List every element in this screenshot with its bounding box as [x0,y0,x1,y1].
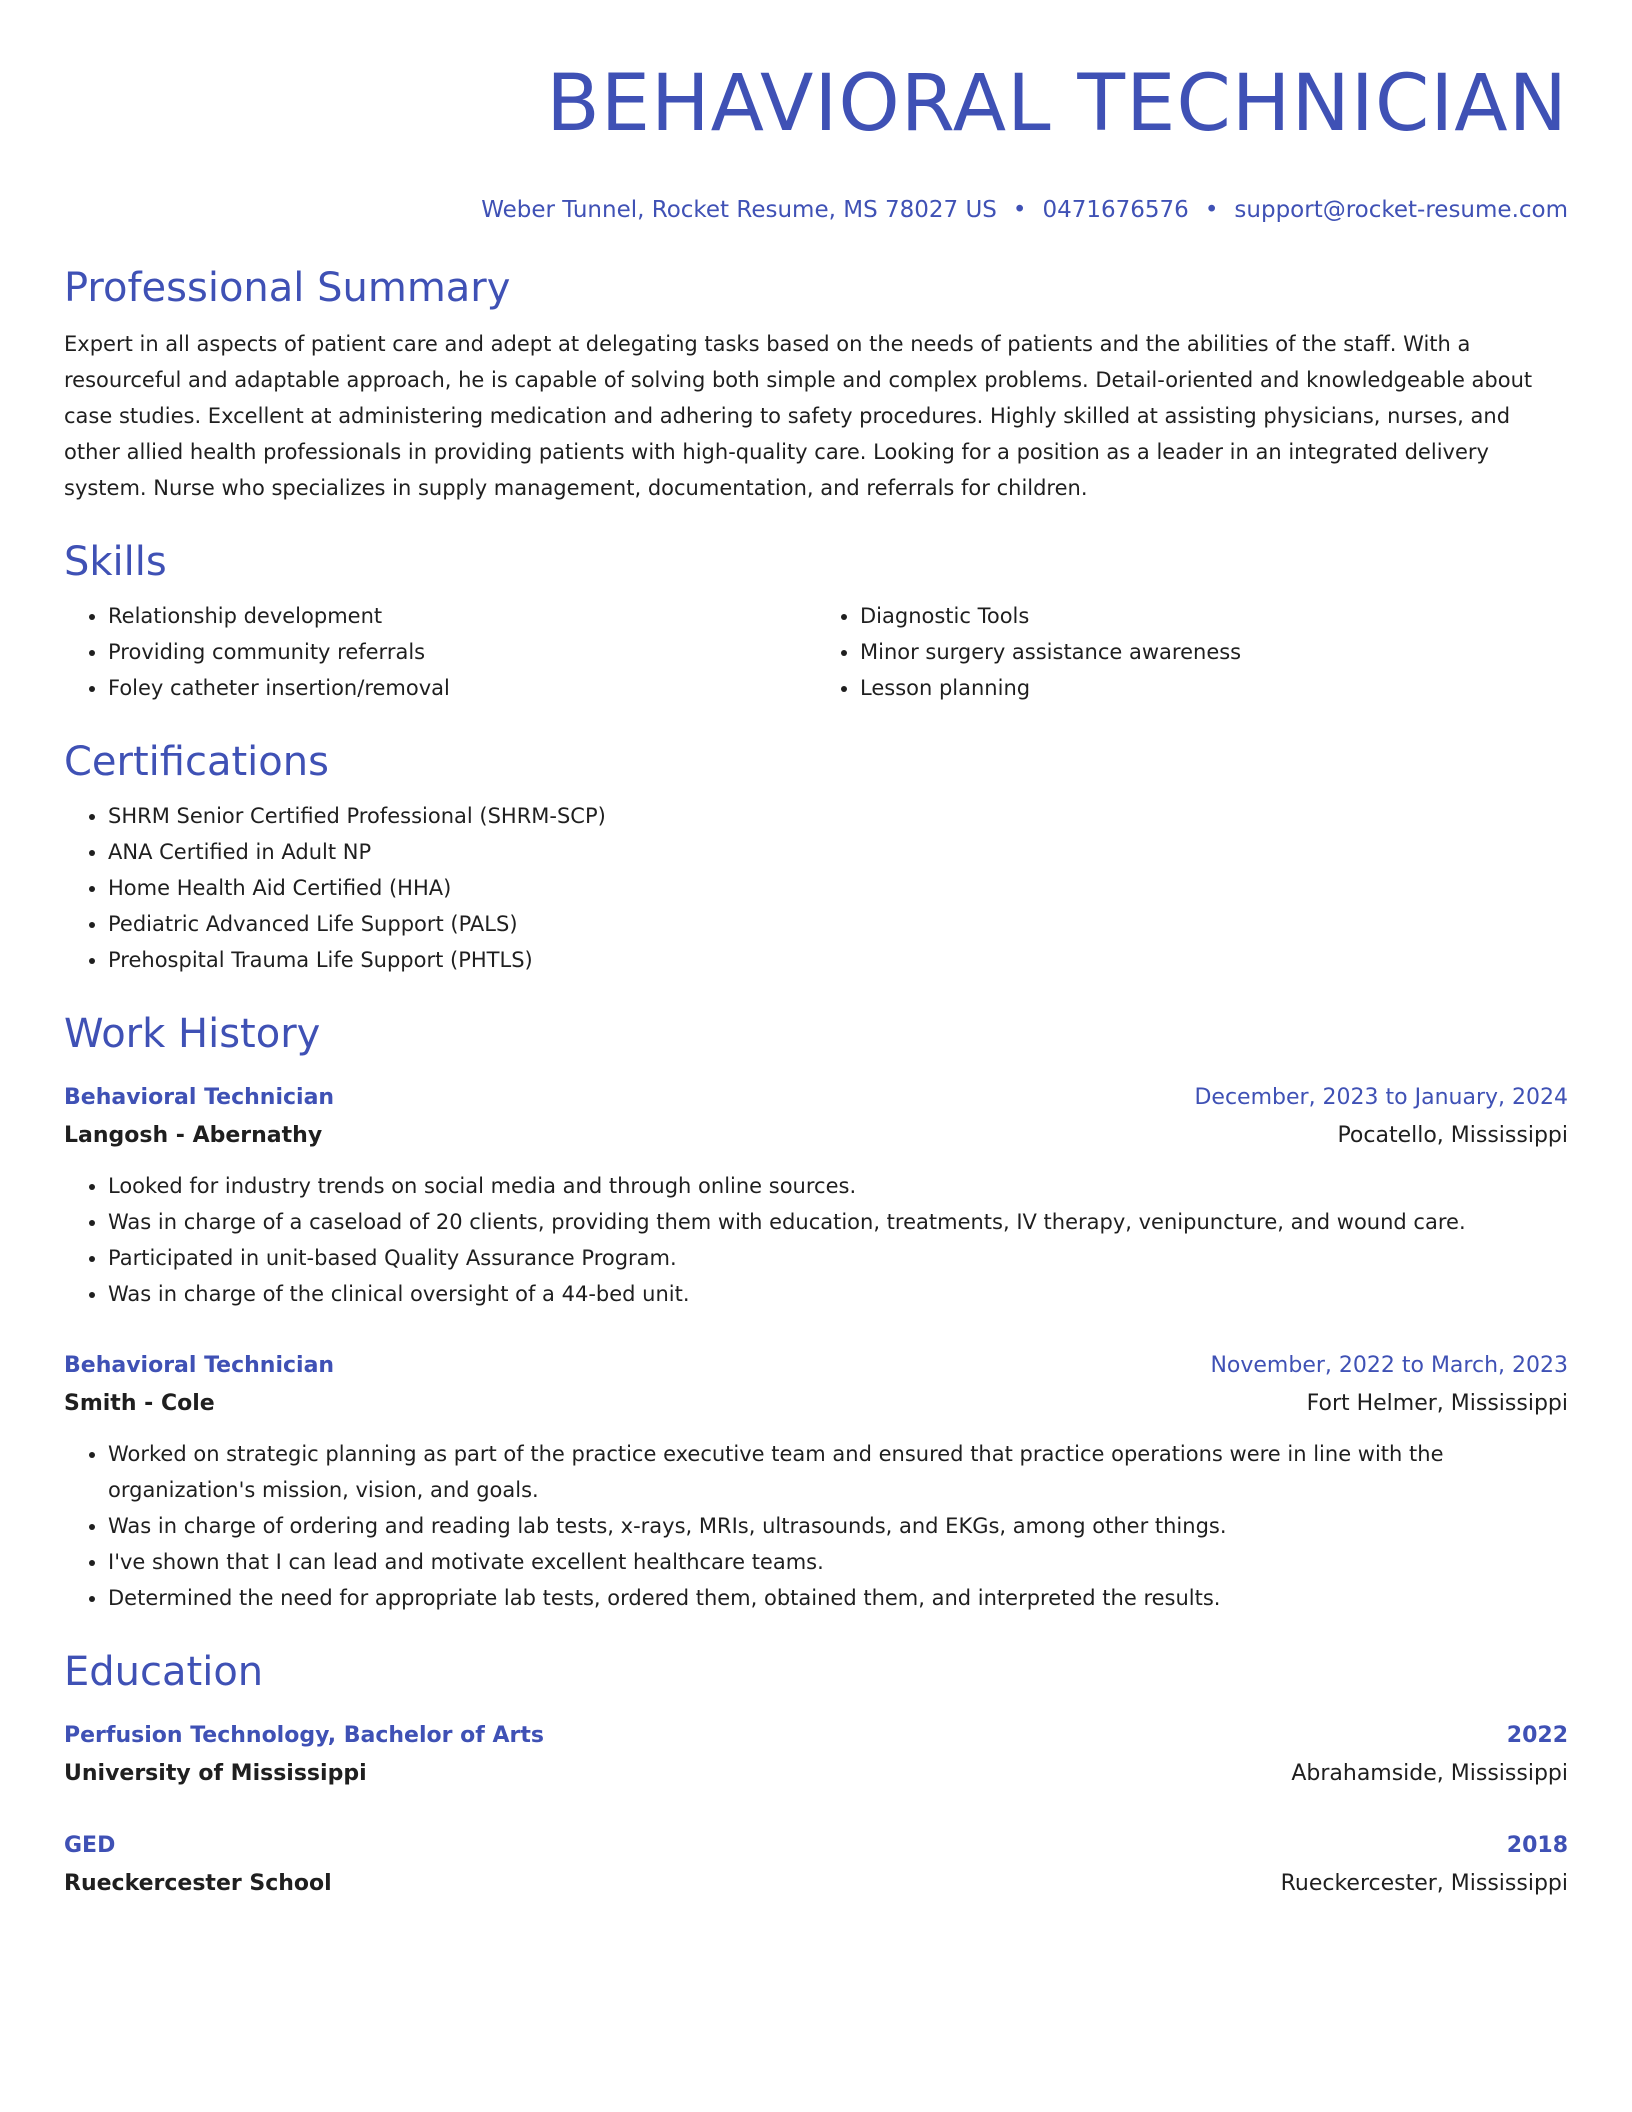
job-dates: December, 2023 to January, 2024 [1194,1085,1568,1110]
skill-item: • Minor surgery assistance awareness [860,634,1568,670]
education-school-row [64,1756,1568,1792]
education-school-row [64,1866,1568,1902]
section-title-certifications: Certifications [64,739,329,785]
job-bullet: • Determined the need for appropriate lab tests, ordered them, obtained them, and interpreted the results. [108,1580,1568,1616]
education-header-row [64,1826,1568,1866]
address: Weber Tunnel, Rocket Resume, MS 78027 US [481,197,997,223]
job-dates: November, 2022 to March, 2023 [1210,1353,1568,1378]
job-entry [64,1078,1568,1312]
certification-item: • SHRM Senior Certified Professional (SHRM-SCP) [108,798,1568,834]
summary-section [64,262,1568,506]
certification-item: • Prehospital Trauma Life Support (PHTLS) [108,942,1568,978]
job-bullet: • Was in charge of a caseload of 20 clients, providing them with education, treatments, IV therapy, venipuncture, and wound care. [108,1204,1568,1240]
email-link[interactable]: support@rocket-resume.com [1234,197,1568,223]
school-location: Abrahamside, Mississippi [1291,1761,1568,1786]
skill-item: • Foley catheter insertion/removal [108,670,816,706]
graduation-year: 2018 [1506,1833,1568,1858]
work-history-section [64,1008,1568,1616]
section-title-work-history: Work History [64,1011,321,1057]
certifications-list [64,798,1568,978]
job-header-row [64,1078,1568,1118]
school-name: Rueckercester School [64,1871,332,1896]
skills-list-left [64,598,816,706]
job-company: Smith - Cole [64,1391,215,1416]
certification-item: • Pediatric Advanced Life Support (PALS) [108,906,1568,942]
phone: 0471676576 [1042,197,1189,223]
job-company-row [64,1386,1568,1422]
job-bullets [64,1168,1568,1312]
certification-item: • ANA Certified in Adult NP [108,834,1568,870]
job-entry [64,1346,1568,1616]
job-location: Fort Helmer, Mississippi [1306,1391,1568,1416]
degree: Perfusion Technology, Bachelor of Arts [64,1723,544,1748]
skill-item: • Relationship development [108,598,816,634]
section-title-skills: Skills [64,539,167,585]
job-bullets [64,1436,1568,1616]
job-bullet: • Was in charge of the clinical oversight of a 44-bed unit. [108,1276,1568,1312]
job-company: Langosh - Abernathy [64,1123,323,1148]
job-bullet: • I've shown that I can lead and motivate excellent healthcare teams. [108,1544,1568,1580]
section-title-education: Education [64,1649,264,1695]
job-header-row [64,1346,1568,1386]
job-bullet: • Participated in unit-based Quality Assurance Program. [108,1240,1568,1276]
section-title-summary: Professional Summary [64,265,511,311]
job-bullet: • Was in charge of ordering and reading lab tests, x-rays, MRIs, ultrasounds, and EKGs, among other things. [108,1508,1568,1544]
job-bullet: • Looked for industry trends on social media and through online sources. [108,1168,1568,1204]
candidate-name: BEHAVIORAL TECHNICIAN [546,59,1568,149]
skill-item: • Diagnostic Tools [860,598,1568,634]
job-title: Behavioral Technician [64,1353,335,1378]
school-location: Rueckercester, Mississippi [1280,1871,1568,1896]
certifications-section [64,736,1568,978]
contact-line [64,194,1568,226]
job-bullet: • Worked on strategic planning as part of the practice executive team and ensured that practice operations were in line with the organization's mission, vision, and goals. [108,1436,1568,1508]
education-entry [64,1826,1568,1902]
skill-item: • Providing community referrals [108,634,816,670]
certification-item: • Home Health Aid Certified (HHA) [108,870,1568,906]
resume-header [64,50,1568,226]
education-entry [64,1716,1568,1792]
degree: GED [64,1833,116,1858]
education-header-row [64,1716,1568,1756]
skills-list-right [816,598,1568,706]
skills-section [64,536,1568,706]
school-name: University of Mississippi [64,1761,367,1786]
skill-item: • Lesson planning [860,670,1568,706]
graduation-year: 2022 [1506,1723,1568,1748]
summary-text: Expert in all aspects of patient care and adept at delegating tasks based on the needs of patients and the abilities of the staff. With a resourceful and adaptable approach, he is capable of solving both simple and complex problems. Detail-oriented and knowledgeable about case studies. Excellent at administering medication and adhering to safety procedures. Highly skilled at assisting physicians, nurses, and other allied health professionals in providing patients with high-quality care. Looking for a position as a leader in an integrated delivery system. Nurse who specializes in supply management, documentation, and referrals for children. [64,332,1533,500]
job-location: Pocatello, Mississippi [1337,1123,1568,1148]
job-title: Behavioral Technician [64,1085,335,1110]
education-section [64,1646,1568,1902]
job-company-row [64,1118,1568,1154]
skills-grid [64,588,1568,706]
separator: • [1204,197,1219,223]
separator: • [1012,197,1027,223]
